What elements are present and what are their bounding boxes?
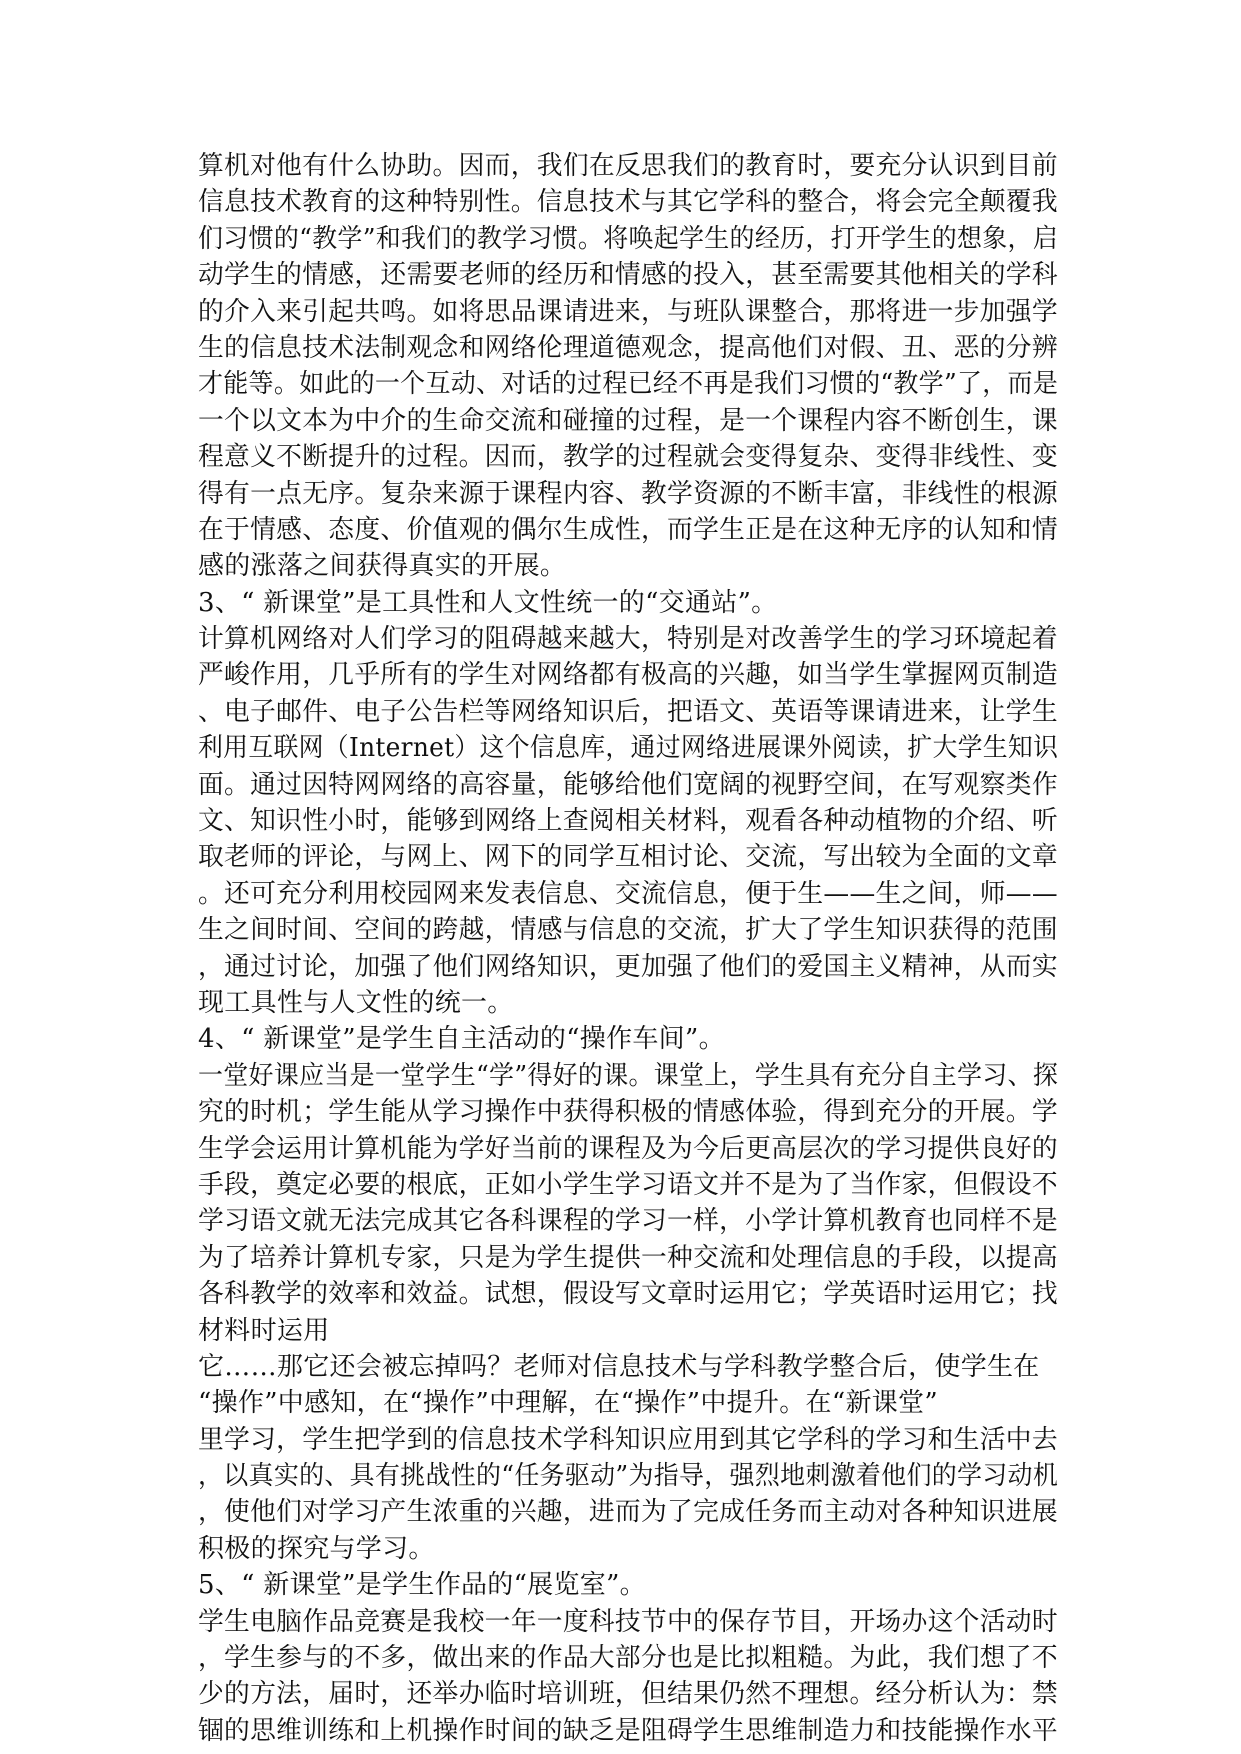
text-line: 它……那它还会被忘掉吗？老师对信息技术与学科教学整合后，使学生在 bbox=[198, 1351, 1040, 1382]
text-line: 生之间时间、空间的跨越，情感与信息的交流，扩大了学生知识获得的范围 bbox=[198, 915, 1058, 946]
text-line: 。还可充分利用校园网来发表信息、交流信息，便于生——生之间，师—— bbox=[198, 878, 1058, 909]
text-line: 得有一点无序。复杂来源于课程内容、教学资源的不断丰富，非线性的根源 bbox=[198, 478, 1058, 509]
text-line: 感的涨落之间获得真实的开展。 bbox=[198, 551, 567, 582]
text-line: 、电子邮件、电子公告栏等网络知识后，把语文、英语等课请进来，让学生 bbox=[198, 696, 1058, 727]
text-line: 究的时机；学生能从学习操作中获得积极的情感体验，得到充分的开展。学 bbox=[198, 1097, 1058, 1128]
text-line: 严峻作用，几乎所有的学生对网络都有极高的兴趣，如当学生掌握网页制造 bbox=[198, 660, 1058, 691]
text-line: 动学生的情感，还需要老师的经历和情感的投入，甚至需要其他相关的学科 bbox=[198, 260, 1058, 291]
text-line: 在于情感、态度、价值观的偶尔生成性，而学生正是在这种无序的认知和情 bbox=[198, 514, 1058, 545]
text-line: 学习语文就无法完成其它各科课程的学习一样，小学计算机教育也同样不是 bbox=[198, 1206, 1058, 1237]
section-heading-3: 3、“ 新课堂”是工具性和人文性统一的“交通站”。 bbox=[198, 587, 778, 618]
text-line: 里学习，学生把学到的信息技术学科知识应用到其它学科的学习和生活中去 bbox=[198, 1424, 1058, 1455]
text-line: ，学生参与的不多，做出来的作品大部分也是比拟粗糙。为此，我们想了不 bbox=[198, 1643, 1058, 1674]
document-body bbox=[198, 148, 1058, 1749]
text-line: 现工具性与人文性的统一。 bbox=[198, 987, 514, 1018]
text-line: ，以真实的、具有挑战性的“任务驱动”为指导，强烈地刺激着他们的学习动机 bbox=[198, 1461, 1059, 1492]
text-line: 生学会运用计算机能为学好当前的课程及为今后更高层次的学习提供良好的 bbox=[198, 1133, 1058, 1164]
text-line: 取老师的评论，与网上、网下的同学互相讨论、交流，写出较为全面的文章 bbox=[198, 842, 1058, 873]
text-line: 学生电脑作品竞赛是我校一年一度科技节中的保存节目，开场办这个活动时 bbox=[198, 1606, 1058, 1637]
text-line: ，通过讨论，加强了他们网络知识，更加强了他们的爱国主义精神，从而实 bbox=[198, 951, 1058, 982]
text-line: 为了培养计算机专家，只是为学生提供一种交流和处理信息的手段，以提高 bbox=[198, 1242, 1058, 1273]
text-line: 利用互联网（Internet）这个信息库，通过网络进展课外阅读，扩大学生知识 bbox=[198, 733, 1059, 764]
text-line: 文、知识性小时，能够到网络上查阅相关材料，观看各种动植物的介绍、听 bbox=[198, 806, 1058, 837]
text-line: 手段，奠定必要的根底，正如小学生学习语文并不是为了当作家，但假设不 bbox=[198, 1169, 1058, 1200]
text-line: 一个以文本为中介的生命交流和碰撞的过程，是一个课程内容不断创生，课 bbox=[198, 405, 1058, 436]
text-line: 信息技术教育的这种特别性。信息技术与其它学科的整合，将会完全颠覆我 bbox=[198, 187, 1058, 218]
text-line: 锢的思维训练和上机操作时间的缺乏是阻碍学生思维制造力和技能操作水平 bbox=[198, 1715, 1058, 1746]
text-line: 各科教学的效率和效益。试想，假设写文章时运用它；学英语时运用它；找 bbox=[198, 1279, 1058, 1310]
text-line: 生的信息技术法制观念和网络伦理道德观念，提高他们对假、丑、恶的分辨 bbox=[198, 332, 1058, 363]
section-heading-4: 4、“ 新课堂”是学生自主活动的“操作车间”。 bbox=[198, 1024, 725, 1055]
text-line: 算机对他有什么协助。因而，我们在反思我们的教育时，要充分认识到目前 bbox=[198, 151, 1058, 181]
text-line: 的介入来引起共鸣。如将思品课请进来，与班队课整合，那将进一步加强学 bbox=[198, 296, 1058, 327]
text-line: 一堂好课应当是一堂学生“学”得好的课。课堂上，学生具有充分自主学习、探 bbox=[198, 1060, 1059, 1091]
text-line: 计算机网络对人们学习的阻碍越来越大，特别是对改善学生的学习环境起着 bbox=[198, 624, 1058, 655]
text-line: 面。通过因特网网络的高容量，能够给他们宽阔的视野空间，在写观察类作 bbox=[198, 769, 1058, 800]
text-line: 积极的探究与学习。 bbox=[198, 1533, 435, 1564]
section-heading-5: 5、“ 新课堂”是学生作品的“展览室”。 bbox=[198, 1570, 646, 1601]
text-line: 才能等。如此的一个互动、对话的过程已经不再是我们习惯的“教学”了，而是 bbox=[198, 369, 1059, 400]
text-line: 少的方法，届时，还举办临时培训班，但结果仍然不理想。经分析认为：禁 bbox=[198, 1679, 1058, 1710]
text-line: 程意义不断提升的过程。因而，教学的过程就会变得复杂、变得非线性、变 bbox=[198, 442, 1058, 473]
text-line: 材料时运用 bbox=[198, 1315, 330, 1346]
text-line: “操作”中感知，在“操作”中理解，在“操作”中提升。在“新课堂” bbox=[198, 1388, 938, 1419]
text-line: ，使他们对学习产生浓重的兴趣，进而为了完成任务而主动对各种知识进展 bbox=[198, 1497, 1058, 1528]
text-line: 们习惯的“教学”和我们的教学习惯。将唤起学生的经历，打开学生的想象，启 bbox=[198, 223, 1059, 254]
